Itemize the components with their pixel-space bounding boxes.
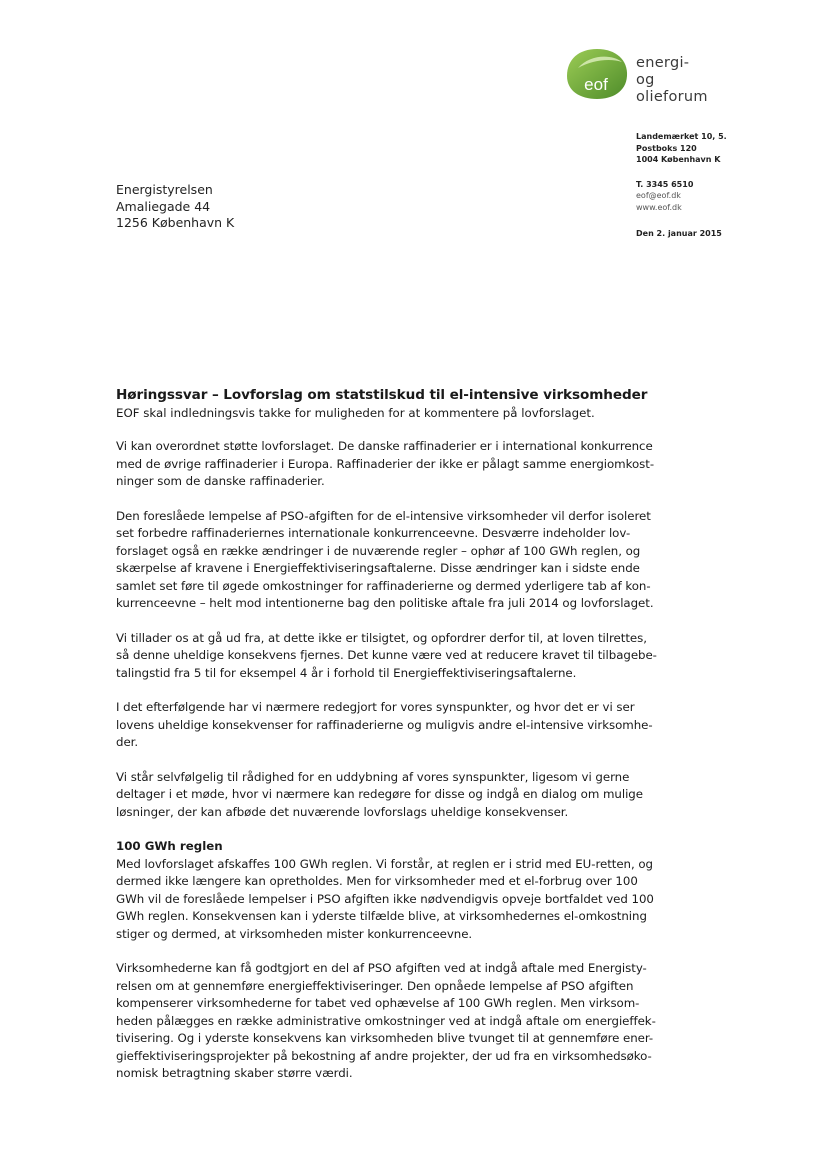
sender-street: Landemærket 10, 5.	[636, 132, 727, 141]
paragraph-line: ninger som de danske raffinaderier.	[116, 474, 325, 488]
paragraph	[116, 508, 654, 613]
paragraph	[116, 769, 646, 822]
paragraph-line: GWh vil de foreslåede lempelser i PSO afgiften ikke nødvendigvis opveje bortfaldet ved 100	[116, 891, 654, 906]
recipient-street: Amaliegade 44	[116, 198, 211, 214]
paragraph-line: gieffektiviseringsprojekter på bekostning af andre projekter, der ud fra en virksomhedsøko-	[116, 1048, 652, 1063]
paragraph-line: stiger og dermed, at virksomheden mister konkurrenceevne.	[116, 926, 473, 941]
sender-city: 1004 København K	[636, 155, 721, 164]
paragraph-line: nomisk betragtning skaber større værdi.	[116, 1066, 353, 1080]
paragraph-line: forslaget også en række ændringer i de nuværende regler – ophør af 100 GWh reglen, og	[116, 543, 641, 558]
paragraph	[116, 856, 654, 944]
paragraph	[116, 438, 655, 491]
paragraph-line: med de øvrige raffinaderier i Europa. Raffinaderier der ikke er pålagt samme energiomkost-	[116, 456, 655, 471]
paragraph-line: Den foreslåede lempelse af PSO-afgiften for de el-intensive virksomheder vil derfor isoleret	[116, 508, 651, 523]
logo-mark-text: eof	[584, 75, 608, 94]
letter-title: Høringssvar – Lovforslag om statstilskud til el-intensive virksomheder	[116, 387, 648, 403]
eof-logo	[566, 48, 726, 105]
paragraph-line: der.	[116, 735, 139, 749]
sender-phone: T. 3345 6510	[636, 179, 694, 189]
logo-name-line1: energi-	[636, 55, 690, 71]
recipient-address	[116, 182, 234, 232]
paragraph-line: samlet set føre til øgede omkostninger for raffinaderierne og dermed yderligere tab af kon-	[116, 578, 651, 593]
paragraph-line: talingstid fra 5 til for eksempel 4 år i forhold til Energieffektiviseringsaftalerne.	[116, 665, 577, 680]
section-heading: 100 GWh reglen	[116, 839, 223, 853]
paragraph-line: kurrenceevne – helt mod intentionerne bag den politiske aftale fra juli 2014 og lovforslaget.	[116, 596, 654, 610]
paragraph-line: Med lovforslaget afskaffes 100 GWh reglen. Vi forstår, at reglen er i strid med EU-retten, og	[116, 856, 653, 871]
paragraph-line: Vi kan overordnet støtte lovforslaget. De danske raffinaderier er i international konkurrence	[116, 439, 653, 453]
letter-lead: EOF skal indledningsvis takke for muligheden for at kommentere på lovforslaget.	[116, 406, 595, 420]
sender-email: eof@eof.dk	[636, 191, 681, 200]
recipient-city: 1256 København K	[116, 215, 235, 230]
paragraph-line: skærpelse af kravene i Energieffektiviseringsaftalerne. Disse ændringer kan i sidste ende	[116, 561, 640, 575]
paragraph	[116, 960, 656, 1083]
paragraph-line: dermed ikke længere kan opretholdes. Men for virksomheder med et el-forbrug over 100	[116, 874, 638, 888]
logo-wordmark	[636, 55, 726, 106]
paragraph-line: Vi står selvfølgelig til rådighed for en uddybning af vores synspunkter, ligesom vi gerne	[116, 769, 630, 784]
paragraph-line: Virksomhederne kan få godtgjort en del af PSO afgiften ved at indgå aftale med Energisty-	[116, 961, 647, 975]
paragraph-line: så denne uheldige konsekvens fjernes. Det kunne være ved at reducere kravet til tilbagebe-	[116, 648, 657, 662]
logo-name-line2: og olieforum	[636, 72, 708, 105]
paragraph-line: deltager i et møde, hvor vi nærmere kan redegøre for disse og indgå en dialog om mulige	[116, 787, 643, 801]
paragraph-line: lovens uheldige konsekvenser for raffinaderierne og muligvis andre el-intensive virksomhe-	[116, 717, 653, 732]
paragraph-line: heden pålægges en række administrative omkostninger ved at indgå aftale om energieffek-	[116, 1013, 656, 1028]
letter-body	[116, 387, 657, 1100]
letter-date: Den 2. januar 2015	[636, 229, 722, 238]
paragraph-line: set forbedre raffinaderiernes internationale konkurrenceevne. Desværre indeholder lov-	[116, 526, 631, 540]
paragraph	[116, 699, 653, 752]
sender-postbox: Postboks 120	[636, 143, 697, 153]
paragraph-line: Vi tillader os at gå ud fra, at dette ikke er tilsigtet, og opfordrer derfor til, at loven tilrettes,	[116, 630, 647, 645]
paragraph-line: I det efterfølgende har vi nærmere redegjort for vores synspunkter, og hvor det er vi ser	[116, 700, 635, 714]
eof-logo-mark	[566, 48, 628, 100]
sender-web: www.eof.dk	[636, 202, 682, 212]
paragraph-line: relsen om at gennemføre energieffektiviseringer. Den opnåede lempelse af PSO afgiften	[116, 978, 634, 993]
paragraph-line: løsninger, der kan afbøde det nuværende lovforslags uheldige konsekvenser.	[116, 804, 569, 819]
paragraph-line: tivisering. Og i yderste konsekvens kan virksomheden blive tvunget til at gennemføre ener-	[116, 1031, 654, 1045]
paragraph	[116, 630, 657, 683]
recipient-name: Energistyrelsen	[116, 182, 213, 197]
sender-address	[636, 131, 727, 213]
paragraph-line: GWh reglen. Konsekvensen kan i yderste tilfælde blive, at virksomhedernes el-omkostning	[116, 909, 647, 923]
paragraph-line: kompenserer virksomhederne for tabet ved ophævelse af 100 GWh reglen. Men virksom-	[116, 996, 640, 1010]
